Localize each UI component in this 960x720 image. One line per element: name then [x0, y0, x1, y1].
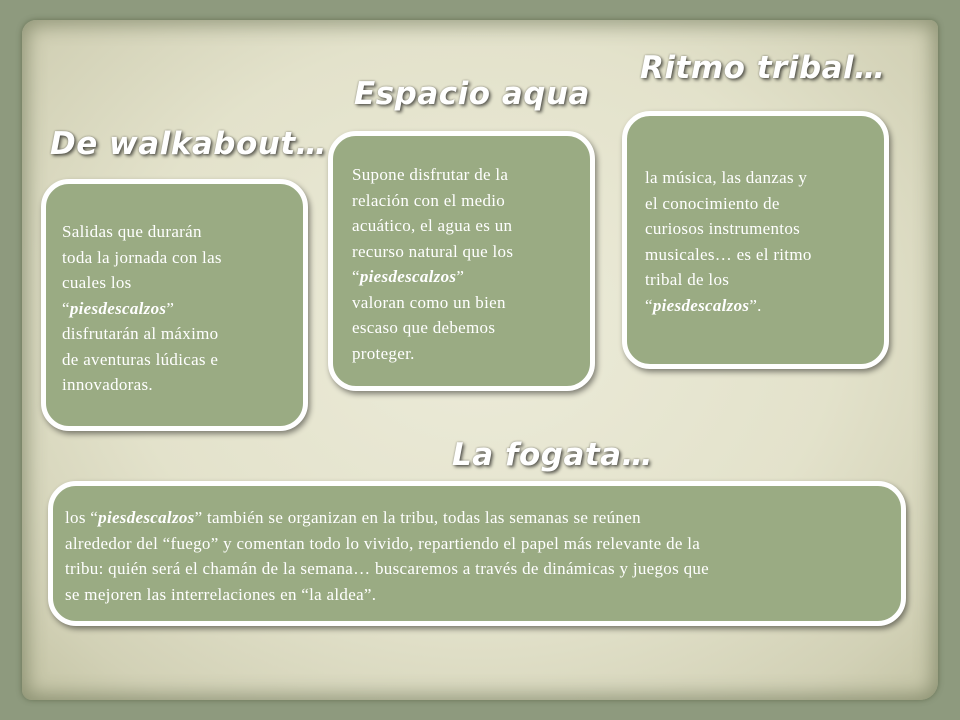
aqua-line-5: “piesdescalzos”: [352, 267, 465, 286]
aqua-line-4: recurso natural que los: [352, 241, 514, 261]
walkabout-title: De walkabout…: [50, 126, 328, 162]
aqua-line-7: escaso que debemos: [352, 318, 496, 337]
ritmo-line-6: “piesdescalzos”.: [645, 295, 762, 315]
aqua-highlight: piesdescalzos: [359, 267, 457, 286]
ritmo-line-4: musicales… es el ritmo: [645, 244, 812, 264]
ritmo-title: Ritmo tribal…: [640, 50, 886, 86]
aqua-line-6: valoran como un bien: [352, 292, 506, 312]
fogata-line-3: tribu: quién será el chamán de la semana… buscaremos a través de dinámicas y juegos que: [65, 559, 710, 578]
walkabout-line-6: de aventuras lúdicas e: [62, 349, 219, 369]
walkabout-line-7: innovadoras.: [62, 375, 153, 394]
aqua-line-3: acuático, el agua es un: [352, 216, 513, 235]
ritmo-line-2: el conocimiento de: [645, 193, 780, 213]
fogata-highlight: piesdescalzos: [98, 508, 195, 527]
aqua-line-8: proteger.: [352, 343, 415, 363]
ritmo-line-3: curiosos instrumentos: [645, 219, 801, 238]
ritmo-highlight: piesdescalzos: [652, 295, 750, 315]
ritmo-line-1: la música, las danzas y: [645, 168, 808, 187]
walkabout-line-5: disfrutarán al máximo: [62, 324, 219, 343]
walkabout-line-2: toda la jornada con las: [62, 247, 222, 267]
walkabout-line-4: “piesdescalzos”: [62, 298, 175, 318]
aqua-line-2: relación con el medio: [352, 190, 506, 210]
fogata-line-1: los “piesdescalzos” también se organizan en la tribu, todas las semanas se reúnen: [65, 508, 641, 527]
walkabout-line-3: cuales los: [62, 273, 132, 292]
fogata-line-4: se mejoren las interrelaciones en “la aldea”.: [65, 584, 377, 604]
fogata-line-2: alrededor del “fuego” y comentan todo lo vivido, repartiendo el papel más relevante de la: [65, 533, 701, 553]
ritmo-card: [622, 111, 889, 369]
fogata-card: [48, 481, 906, 626]
fogata-title: La fogata…: [452, 437, 654, 473]
aqua-line-1: Supone disfrutar de la: [352, 165, 509, 184]
walkabout-card: [41, 179, 308, 431]
aqua-title: Espacio aqua: [354, 76, 590, 112]
walkabout-highlight: piesdescalzos: [69, 298, 167, 318]
ritmo-line-5: tribal de los: [645, 270, 730, 289]
aqua-card: [328, 131, 595, 391]
walkabout-line-1: Salidas que durarán: [62, 222, 202, 241]
